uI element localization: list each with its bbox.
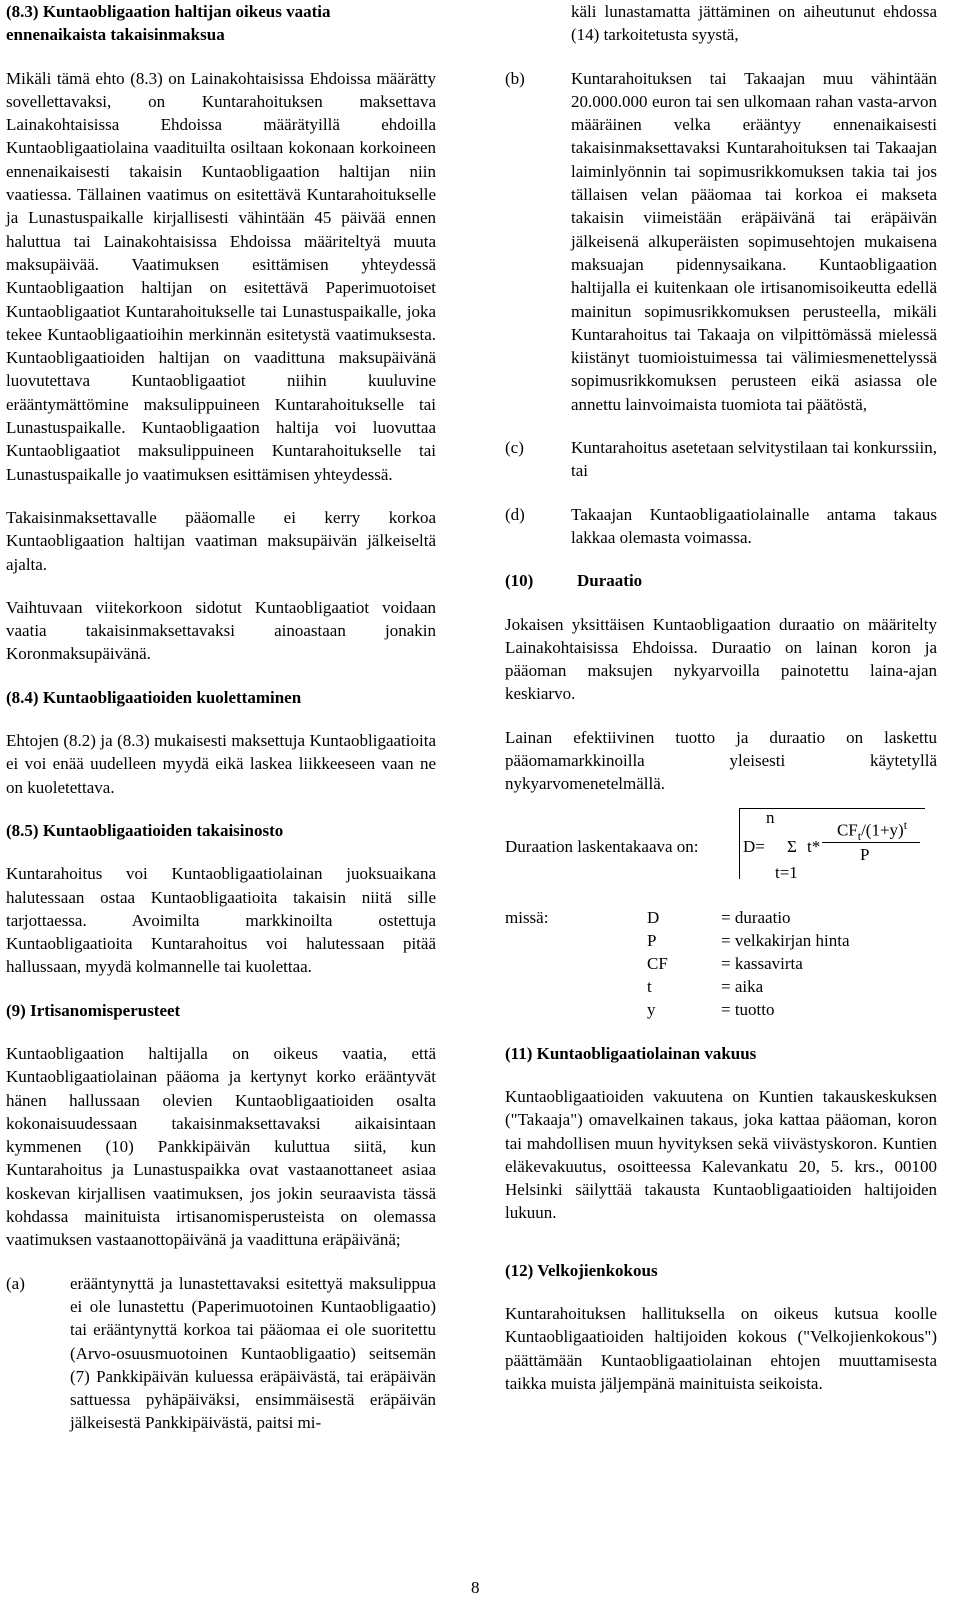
paragraph-12: Kuntarahoituksen hallituksella on oikeus kutsua koolle Kuntaobligaatioiden haltijoiden kokous ("Velkojienkokous") päättämään Kuntaobligaatiolainan ehtojen muuttamisesta taikka muista jäljempänä mainituista seikoista. bbox=[505, 1303, 937, 1393]
list-item-label: (a) bbox=[6, 1273, 25, 1293]
formula-denominator: P bbox=[860, 844, 870, 864]
heading-8-4: (8.4) Kuntaobligaatioiden kuolettaminen bbox=[6, 687, 302, 707]
paragraph-8-3-c: Vaihtuvaan viitekorkoon sidotut Kuntaobligaatiot voidaan vaatia takaisinmaksettavaksi ainoastaan jonakin Koronmaksupäivänä. bbox=[6, 597, 436, 664]
heading-12: (12) Velkojienkokous bbox=[505, 1260, 658, 1280]
heading-number: (10) bbox=[505, 571, 534, 591]
formula-d: D= bbox=[743, 836, 765, 856]
right-column bbox=[505, 0, 937, 1395]
list-item-text: Takaajan Kuntaobligaatiolainalle antama takaus lakkaa olemasta voimassa. bbox=[571, 504, 937, 547]
heading-8-5: (8.5) Kuntaobligaatioiden takaisinosto bbox=[6, 820, 284, 840]
list-item-text: käli lunastamatta jättäminen on aiheutunut ehdossa (14) tarkoitetusta syystä, bbox=[571, 2, 937, 45]
variable-row: y = tuotto bbox=[647, 999, 775, 1019]
heading-11: (11) Kuntaobligaatiolainan vakuus bbox=[505, 1043, 757, 1063]
left-column bbox=[6, 0, 436, 1435]
heading-title: Duraatio bbox=[577, 571, 643, 591]
formula-sum-upper: n bbox=[766, 807, 775, 827]
formula-numerator: $CF_t/(1+y)^t$ bbox=[836, 817, 908, 843]
list-item-a-continued bbox=[505, 0, 937, 47]
formula-t: t* bbox=[807, 836, 821, 856]
paragraph-8-3: Mikäli tämä ehto (8.3) on Lainakohtaisissa Ehdoissa määrätty sovellettavaksi, on Kuntarahoituksen maksettava Lainakohtaisissa Ehdoissa määrätyillä ehdoilla Kuntaobligaatiolaina vaadituilta osiltaan kokonaan korkoineen ennenaikaisesti takaisin Kuntaobligaation haltijan niin vaatiessa. Tällainen vaatimus on esitettävä Kuntarahoitukselle ja Lunastuspaikalle kirjallisesti vähintään 45 päivää ennen haluttua tai Lainakohtaisissa Ehdoissa määriteltyä muuta maksupäivää. Vaatimuksen esittämisen yhteydessä Kuntaobligaation haltijan on esitettävä Paperimuotoiset Kuntaobligaatiot Kuntarahoitukselle tai Lunastuspaikalle, joka tekee Kuntaobligaatioihin merkinnän esitetystä vaatimuksesta. Kuntaobligaatioiden haltijan on vaadittuna maksupäivänä luovutettava Kuntaobligaatiot niihin kuuluvine erääntymättömine maksulippuineen Kuntarahoitukselle tai Lunastuspaikalle. Kuntaobligaation haltija voi luovuttaa Kuntaobligaatiot maksulippuineen Kuntarahoitukselle tai Lunastuspaikalle jo vaatimuksen esittämisen yhteydessä. bbox=[6, 68, 436, 484]
paragraph-8-4: Ehtojen (8.2) ja (8.3) mukaisesti maksettuja Kuntaobligaatioita ei voi enää uudelleen myydä eikä laskea liikkeeseen vaan ne on kuoletettava. bbox=[6, 731, 436, 797]
list-item-b bbox=[505, 67, 937, 416]
paragraph-9: Kuntaobligaation haltijalla on oikeus vaatia, että Kuntaobligaatiolainan pääoma ja kertynyt korko erääntyvät hänen hallussaan olevien Kuntaobligaatioiden osalta kokonaisuudessaan takaisinmaksettavaksi aikaisintaan kymmenen (10) Pankkipäivän kuluttua siitä, kun Kuntarahoitus ja Lunastuspaikka ovat vastaanottaneet asiaa koskevan kirjallisen vaatimuksen, jos jokin seuraavista tässä kohdassa mainituista irtisanomisperusteista on olemassa vaatimuksen vastaanottopäivänä ja vaadittuna eräpäivänä; bbox=[6, 1043, 436, 1250]
variables-label: missä: bbox=[505, 907, 549, 927]
list-item-d bbox=[505, 503, 937, 550]
list-item-text: Kuntarahoituksen tai Takaajan muu vähintään 20.000.000 euron tai sen ulkomaan rahan vasta-arvon määräinen velka erääntyy ennenaikaisesti takaisinmaksettavaksi Kuntarahoituksen tai Takaajan laiminlyönnin tai sopimusrikkomuksen takia tai jos tällaisen velan pääomaa tai korkoa ei makseta takaisin viimeistään eräpäivänä tai eräpäivän jälkeisenä alkuperäisten sopimusehtojen mukaisena maksuajan pidennysaikana. Kuntaobligaation haltijalla ei kuitenkaan ole irtisanomisoikeutta edellä mainitun sopimusrikkomuksen perusteella, mikäli Kuntarahoitus tai Takaaja on vilpittömässä mielessä kiistänyt tuomioistuimessa tai välimiesmenettelyssä sopimusrikkomuksen perusteen eikä asiassa ole annettu lainvoimaista tuomiota tai päätöstä, bbox=[571, 68, 937, 414]
paragraph-8-3-b: Takaisinmaksettavalle pääomalle ei kerry korkoa Kuntaobligaation haltijan vaatiman maksupäivän jälkeiseltä ajalta. bbox=[6, 507, 436, 574]
paragraph-10-b: Lainan efektiivinen tuotto ja duraatio on laskettu pääomamarkkinoilla yleisesti käytetyllä nykyarvomenetelmällä. bbox=[505, 727, 937, 794]
duration-formula bbox=[505, 806, 937, 886]
sigma-symbol: Σ bbox=[787, 836, 797, 856]
list-item-c bbox=[505, 436, 937, 483]
heading-8-3: (8.3) Kuntaobligaation haltijan oikeus vaatia ennenaikaista takaisinmaksua bbox=[6, 2, 331, 45]
formula-label: Duraation laskentakaava on: bbox=[505, 836, 699, 856]
list-item-a bbox=[6, 1272, 436, 1435]
list-item-label: (d) bbox=[505, 504, 525, 524]
formula-sum-lower: t=1 bbox=[775, 862, 798, 882]
variable-definitions bbox=[505, 906, 937, 1022]
variable-row: D = duraatio bbox=[647, 907, 791, 927]
variable-row: P = velkakirjan hinta bbox=[647, 930, 850, 950]
heading-10 bbox=[505, 569, 937, 592]
list-item-text: Kuntarahoitus asetetaan selvitystilaan tai konkurssiin, tai bbox=[571, 438, 937, 481]
paragraph-11: Kuntaobligaatioiden vakuutena on Kuntien takauskeskuksen ("Takaaja") omavelkainen takaus, joka kattaa pääoman, koron tai mahdollisen muun hyvityksen sekä viivästyskoron. Kuntien eläkevakuutus, osoitteessa Kalevankatu 20, 5. krs., 00100 Helsinki säilyttää takausta Kuntaobligaatioiden haltijoiden lukuun. bbox=[505, 1086, 937, 1223]
heading-9: (9) Irtisanomisperusteet bbox=[6, 1000, 181, 1020]
list-item-text: erääntynyttä ja lunastettavaksi esitettyä maksulippua ei ole lunastettu (Paperimuotoinen Kuntaobligaatio) tai erääntynyttä korkoa tai pääomaa ei ole suoritettu (Arvo-osuusmuotoinen Kuntaobligaatio) seitsemän (7) Pankkipäivän kuluessa eräpäivästä, tai eräpäivän sattuessa pyhäpäiväksi, ensimmäisestä eräpäivän jälkeisestä Pankkipäivästä, paitsi mi- bbox=[70, 1273, 436, 1433]
variable-row: t = aika bbox=[647, 976, 764, 996]
list-item-label: (b) bbox=[505, 68, 525, 88]
variable-row: CF = kassavirta bbox=[647, 953, 803, 973]
paragraph-10-a: Jokaisen yksittäisen Kuntaobligaation duraatio on määritelty Lainakohtaisissa Ehdoissa. Duraatio on lainan koron ja pääoman maksujen nykyarvoilla painotettu laina-ajan keskiarvo. bbox=[505, 614, 937, 704]
list-item-label: (c) bbox=[505, 438, 524, 458]
paragraph-8-5: Kuntarahoitus voi Kuntaobligaatiolainan juoksuaikana halutessaan ostaa Kuntaobligaatioita takaisin niitä sille tarjottaessa. Avoimilta markkinoilta ostettuja Kuntaobligaatioita Kuntarahoitus voi halutessaan pitää hallussaan, myydä kolmannelle tai kuolettaa. bbox=[6, 864, 436, 977]
page-number: 8 bbox=[471, 1578, 480, 1597]
fraction-line bbox=[822, 842, 920, 843]
